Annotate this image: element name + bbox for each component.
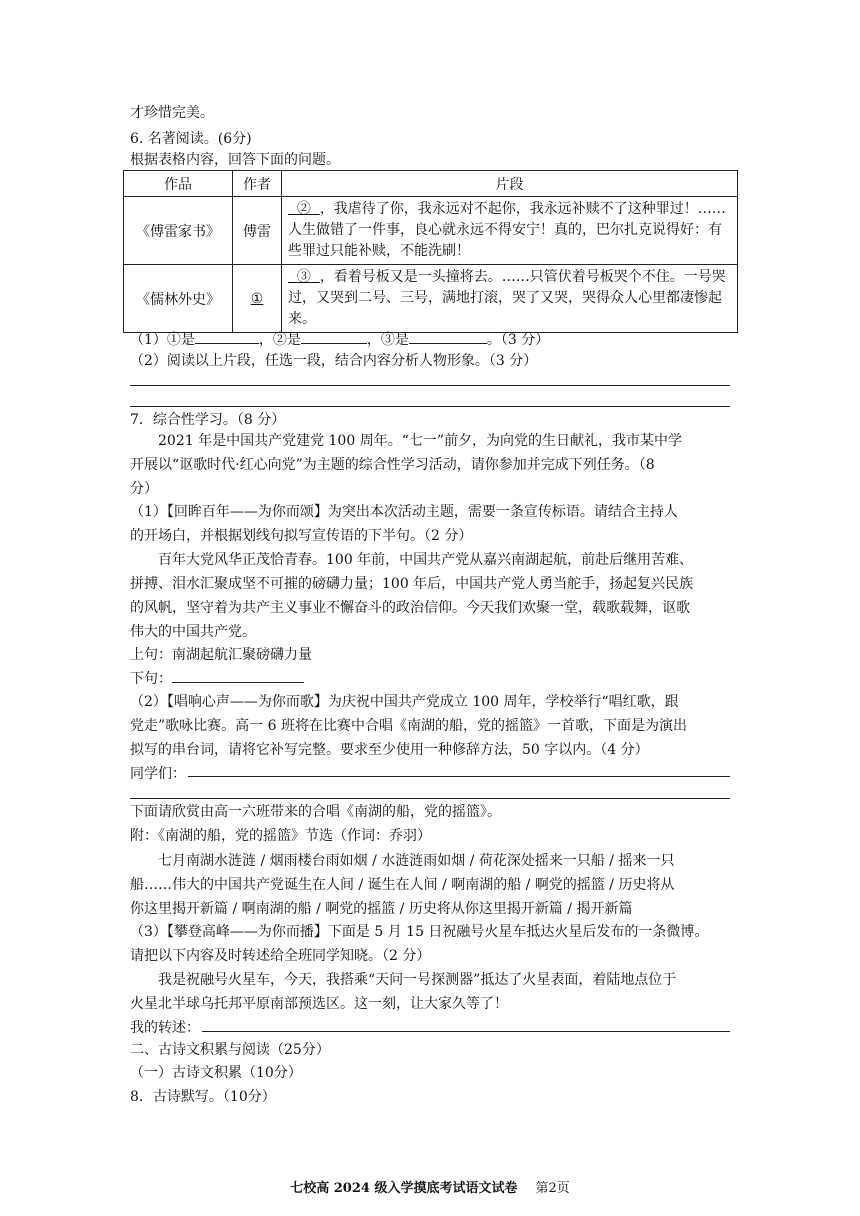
question-6-intro: 根据表格内容，回答下面的问题。 <box>130 152 340 168</box>
answer-line[interactable] <box>130 385 730 386</box>
task-2-line: 党走”歌咏比赛。高一 6 班将在比赛中合唱《南湖的船，党的摇篮》一首歌，下面是为演出 <box>130 718 687 734</box>
task-1-line: 的开场白，并根据划线句拟写宣传语的下半句。（2 分） <box>130 528 473 544</box>
lyrics-line: 船……伟大的中国共产党诞生在人间 / 诞生在人间 / 啊南湖的船 / 啊党的摇篮 / 历史将从 <box>130 877 675 893</box>
weibo-line: 我是祝融号火星车，今天，我搭乘“天问一号探测器”抵达了火星表面，着陆地点位于 <box>158 972 677 988</box>
next-performance-line: 下面请欣赏由高一六班带来的合唱《南湖的船，党的摇篮》。 <box>130 804 501 820</box>
speech-line: 伟大的中国共产党。 <box>130 624 256 640</box>
table-header: 片段 <box>282 171 738 197</box>
work-cell: 《儒林外史》 <box>124 265 233 333</box>
fragment-text: ，看着号板又是一头撞将去。……只管伏着号板哭个不住。一号哭过，又哭到二号、三号，满地打滚，哭了又哭，哭得众人心里都凄惨起来。 <box>288 269 726 327</box>
answer-line[interactable] <box>130 798 730 799</box>
author-cell: 傅雷 <box>233 197 282 265</box>
speech-line: 拼搏、泪水汇聚成坚不可摧的磅礴力量；100 年后，中国共产党人勇当舵手，扬起复兴民族 <box>130 576 694 592</box>
task-3-line: （3）【攀登高峰——为你而播】下面是 5 月 15 日祝融号火星车抵达火星后发布的一条微博。 <box>130 924 709 940</box>
answer-blank[interactable] <box>409 343 487 344</box>
table-header: 作品 <box>124 171 233 197</box>
question-7-title: 7．综合性学习。（8 分） <box>130 412 286 428</box>
weibo-line: 火星北半球乌托邦平原南部预选区。这一刻，让大家久等了！ <box>130 996 508 1012</box>
task-3-line: 请把以下内容及时转述给全班同学知晓。（2 分） <box>130 948 431 964</box>
lyrics-line: 七月南湖水涟涟 / 烟雨楼台雨如烟 / 水涟涟雨如烟 / 荷花深处摇来一只船 / 摇来一只 <box>158 853 675 869</box>
answer-line[interactable] <box>202 1031 730 1032</box>
task-2-line: （2）【唱响心声——为你而歌】为庆祝中国共产党成立 100 周年，学校举行“唱红歌，跟 <box>130 694 679 710</box>
author-cell: ① <box>233 265 282 333</box>
question-6-title: 6. 名著阅读。(6分) <box>130 131 252 147</box>
speech-line: 的风帆，坚守着为共产主义事业不懈奋斗的政治信仰。今天我们欢聚一堂，载歌载舞，讴歌 <box>130 600 690 616</box>
task-2-line: 拟写的串台词，请将它补写完整。要求至少使用一种修辞方法，50 字以内。（4 分） <box>130 742 649 758</box>
footer-title: 七校高 2024 级入学摸底考试语文试卷 <box>290 1181 518 1196</box>
answer-blank[interactable] <box>301 343 367 344</box>
lower-line: 下句： <box>130 669 304 689</box>
page-footer <box>0 1177 860 1196</box>
question-6-2: （2）阅读以上片段，任选一段，结合内容分析人物形象。（3 分） <box>130 353 538 369</box>
page-number: 第2页 <box>535 1181 570 1196</box>
text-line: 才珍惜完美。 <box>130 105 214 121</box>
answer-line[interactable] <box>188 776 730 777</box>
table-header: 作者 <box>233 171 282 197</box>
table-row <box>124 197 738 265</box>
classmates-label: 同学们： <box>130 766 186 782</box>
question-6-1: （1）①是 ，②是 ，③是 。（3 分） <box>130 332 550 348</box>
section-2-1-title: （一）古诗文积累（10分） <box>130 1065 302 1081</box>
question-8-title: 8．古诗默写。（10分） <box>130 1089 276 1105</box>
blank-marker: ② <box>296 201 311 217</box>
literature-table <box>123 170 738 333</box>
paragraph-line: 开展以“讴歌时代·红心向党”为主题的综合性学习活动，请你参加并完成下列任务。（8 <box>130 457 655 473</box>
answer-blank[interactable] <box>172 682 304 683</box>
answer-blank[interactable] <box>195 343 259 344</box>
paragraph-line: 2021 年是中国共产党建党 100 周年。“七一”前夕，为向党的生日献礼，我市某中学 <box>158 433 683 449</box>
section-2-title: 二、古诗文积累与阅读（25分） <box>130 1042 330 1058</box>
answer-line[interactable] <box>130 406 730 407</box>
table-header-row <box>124 171 738 197</box>
fragment-cell <box>282 197 738 265</box>
fragment-text: ，我虐待了你，我永远对不起你，我永远补赎不了这种罪过！……人生做错了一件事，良心就永远不得安宁！真的，巴尔扎克说得好：有些罪过只能补赎，不能洗刷！ <box>288 201 726 259</box>
fragment-cell <box>282 265 738 333</box>
paragraph-line: 分） <box>130 481 158 497</box>
attachment-line: 附：《南湖的船，党的摇篮》节选（作词：乔羽） <box>130 828 431 844</box>
relay-label: 我的转述： <box>130 1020 200 1036</box>
work-cell: 《傅雷家书》 <box>124 197 233 265</box>
task-1-line: （1）【回眸百年——为你而颂】为突出本次活动主题，需要一条宣传标语。请结合主持人 <box>130 504 678 520</box>
blank-marker: ③ <box>296 269 311 285</box>
table-row <box>124 265 738 333</box>
speech-line: 百年大党风华正茂恰青春。100 年前，中国共产党从嘉兴南湖起航，前赴后继用苦难、 <box>158 552 694 568</box>
upper-line: 上句：南湖起航汇聚磅礴力量 <box>130 647 312 663</box>
lyrics-line: 你这里揭开新篇 / 啊南湖的船 / 啊党的摇篮 / 历史将从你这里揭开新篇 / 揭开新篇 <box>130 901 633 917</box>
